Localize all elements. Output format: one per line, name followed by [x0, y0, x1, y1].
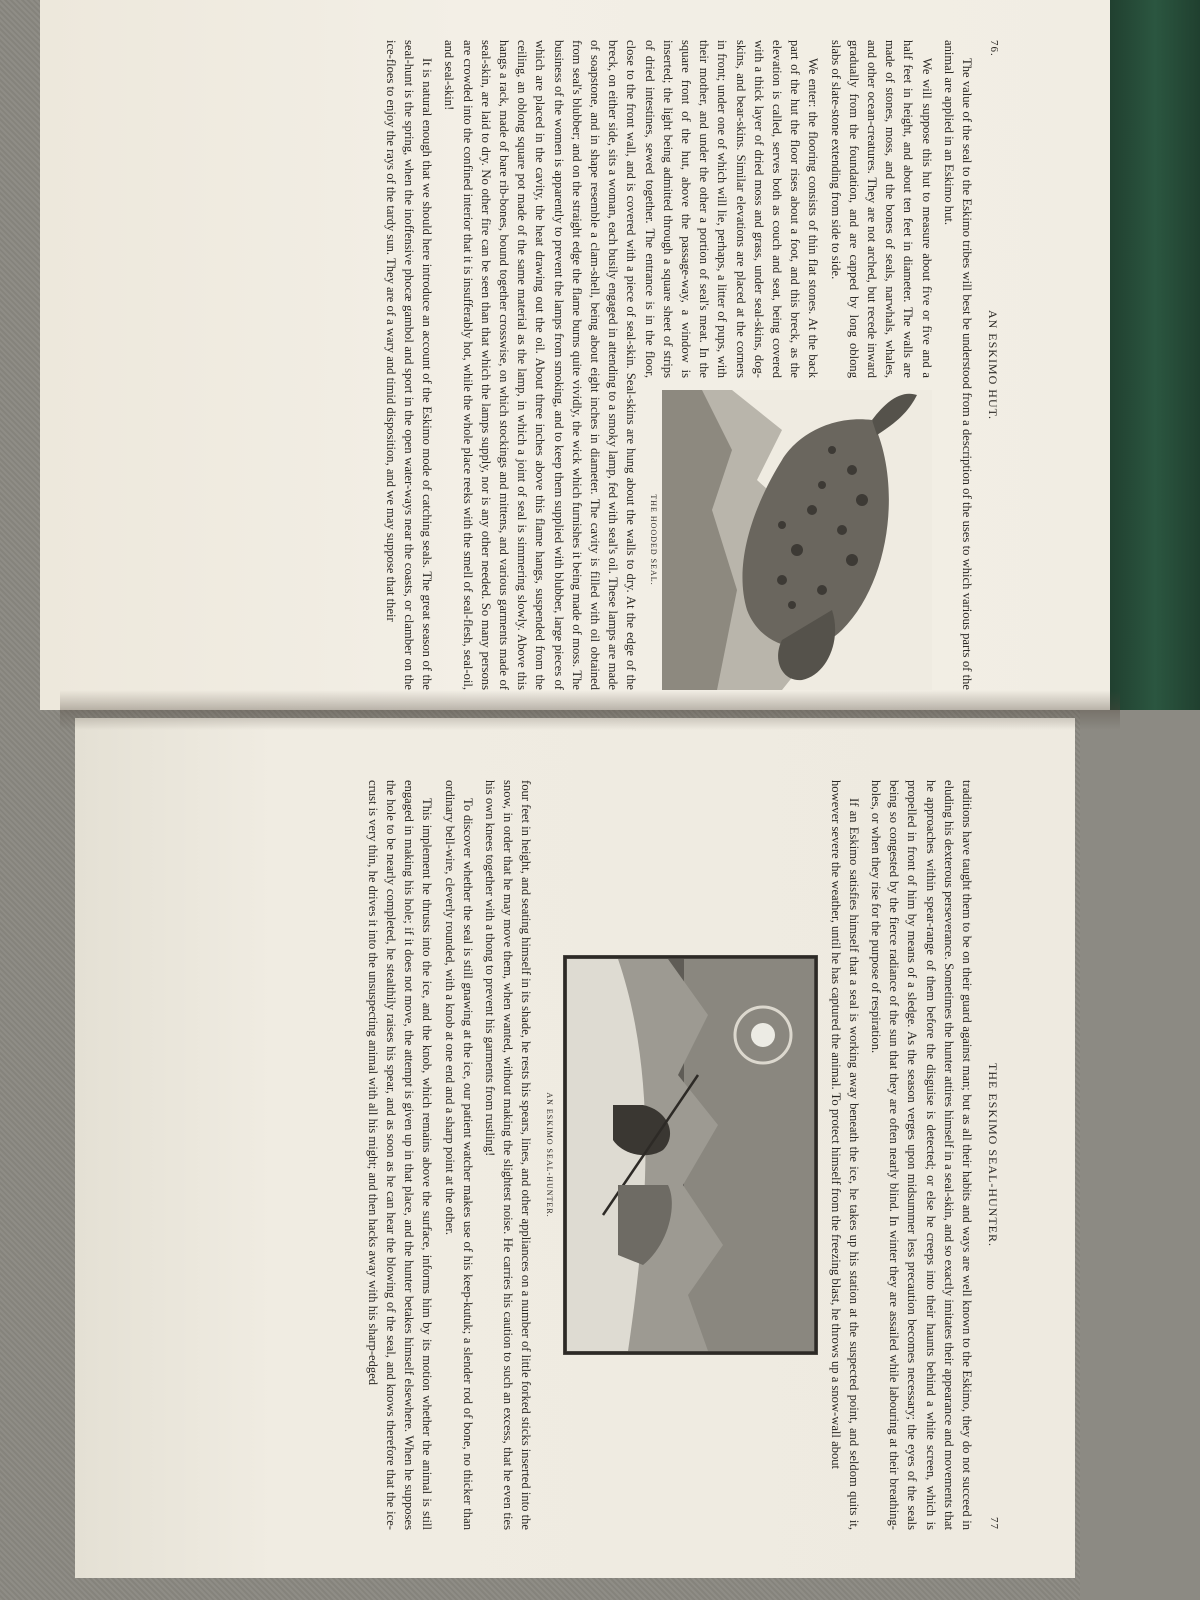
hooded-seal-figure [649, 390, 932, 690]
paragraph: traditions have taught them to be on their guard against man; but as all their habits and ways are well known to the Eskimo, they do not succeed in eluding his dexterous perseverance. Sometimes the hunter attires himself in a seal-skin, and so exactly imitates their appearance and movements that he approaches within spear-range of them before the disguise is detected; or else he creeps into their haunts behind a white screen, which is propelled in front of him by means of a sledge. As the season verges upon midsummer less precaution becomes necessary; the eyes of the seals being so congested by the fierce radiance of the sun that they are often nearly blind. In winter they are assailed while labouring at their breathing-holes, or when they rise for the purpose of respiration. [868, 780, 974, 1530]
hooded-seal-engraving [662, 390, 932, 690]
paragraph: If an Eskimo satisfies himself that a seal is working away beneath the ice, he takes up his station at the suspected point, and seldom quits it, however severe the weather, until he has captured the animal. To protect himself from the freezing blast, he throws up a snow-wall about [828, 780, 861, 1530]
page-number: 76. [988, 40, 1000, 57]
figure-caption: AN ESKIMO SEAL-HUNTER. [545, 1092, 555, 1218]
page-number: 77 [988, 1517, 1000, 1530]
table-surface-lower [1080, 710, 1200, 1600]
paragraph: We will suppose this hut to measure about five or five and a half feet in height, and about ten feet in diameter. The walls are made of stones, moss, and the bones of seals, narwhals, whales, and other ocean-creatures. They are not arched, but recede inward gradually from the foundation, and are capped by long oblong slabs of slate-stone extending from side to side. [828, 40, 934, 378]
paragraph: The value of the seal to the Eskimo tribes will best be understood from a description of the uses to which various parts of the animal are applied in an Eskimo hut. [941, 40, 974, 690]
seal-hunter-engraving [563, 955, 818, 1355]
seal-hunter-figure [545, 955, 818, 1355]
book-gutter [60, 690, 1120, 730]
paragraph: This implement he thrusts into the ice, and the knob, which remains above the surface, informs him by its motion whether the animal is still engaged in making his hole; if it does not move, the attempt is given up in that place, and the hunter betakes himself elsewhere. When he supposes the hole to be nearly completed, he stealthily raises his spear, and as soon as he can hear the blowing of the seal, and knows therefore that the ice-crust is very thin, he drives it into the unsuspecting animal with all his might; and then hacks away with his sharp-edged [365, 780, 435, 1530]
page-77-header [976, 780, 1000, 1530]
page-76-content [240, 40, 1000, 690]
running-head: AN ESKIMO HUT. [986, 309, 1000, 421]
paragraph: four feet in height, and seating himself in its shade, he rests his spears, lines, and other appliances on a number of little forked sticks inserted into the snow, in order that he may move them, when wanted, without making the slightest noise. He carries his caution to such an excess, that he even ties his own knees together with a thong to prevent his garments from rustling! [482, 780, 534, 1530]
paragraph: It is natural enough that we should here introduce an account of the Eskimo mode of catching seals. The great season of the seal-hunt is the spring, when the inoffensive phocæ gambol and sport in the open water-ways near the coasts, or clamber on the ice-floes to enjoy the rays of the tardy sun. They are of a wary and timid disposition, and we may suppose that their [383, 40, 435, 690]
running-head: THE ESKIMO SEAL-HUNTER. [986, 1063, 1000, 1247]
figure-caption: THE HOODED SEAL. [648, 494, 658, 586]
page-76-header [976, 40, 1000, 690]
paragraph: To discover whether the seal is still gnawing at the ice, our patient watcher makes use of his keep-kutuk; a slender rod of bone, no thicker than ordinary bell-wire, cleverly rounded, with a knob at one end and a sharp point at the other. [442, 780, 475, 1530]
paragraph: We enter: the flooring consists of thin flat stones. At the back part of the hut the floor rises about a foot, and this breck, as the elevation is called, serves both as couch and seat, being covered with a thick layer of dried moss and grass, under seal-skins, dog-skins, and bear-skins. Similar elevations are placed at the corners in front; under one of which will lie, perhaps, a litter of pups, with their mother, and under the other a portion of seal's meat. In the square front of the hut, above the passage-way, a window is inserted; the light being admitted through a square sheet of strips of dried intestines, sewed together. The entrance is in the floor, close to the front wall, and is covered with a piece of seal-skin. Seal-skins are hung about the walls to dry. At the edge of the breck, on either side, sits a woman, each busily engaged in attending to a smoky lamp, fed with seal's oil. These lamps are made of soapstone, and in shape resemble a clam-shell, being about eight inches in diameter. The cavity is filled with oil obtained from seal's blubber; and on the straight edge the flame burns quite vividly, the wick which furnishes it being made of moss. The business of the women is apparently to prevent the lamps from smoking, and to keep them supplied with blubber, large pieces of which are placed in the cavity, the heat drawing out the oil. About three inches above this flame hangs, suspended from the ceiling, an oblong square pot made of the same material as the lamp, in which a joint of seal is simmering slowly. Above this hangs a rack, made of bare rib-bones, bound together crosswise, on which stockings and mittens, and various garments made of seal-skin, are laid to dry. No other fire can be seen than that which the lamps supply, nor is any other needed. So many persons are crowded into the confined interior that it is insufferably hot, while the whole place reeks with the smell of seal-flesh, seal-oil, and seal-skin! [442, 40, 821, 690]
page-77-content [210, 780, 1000, 1530]
